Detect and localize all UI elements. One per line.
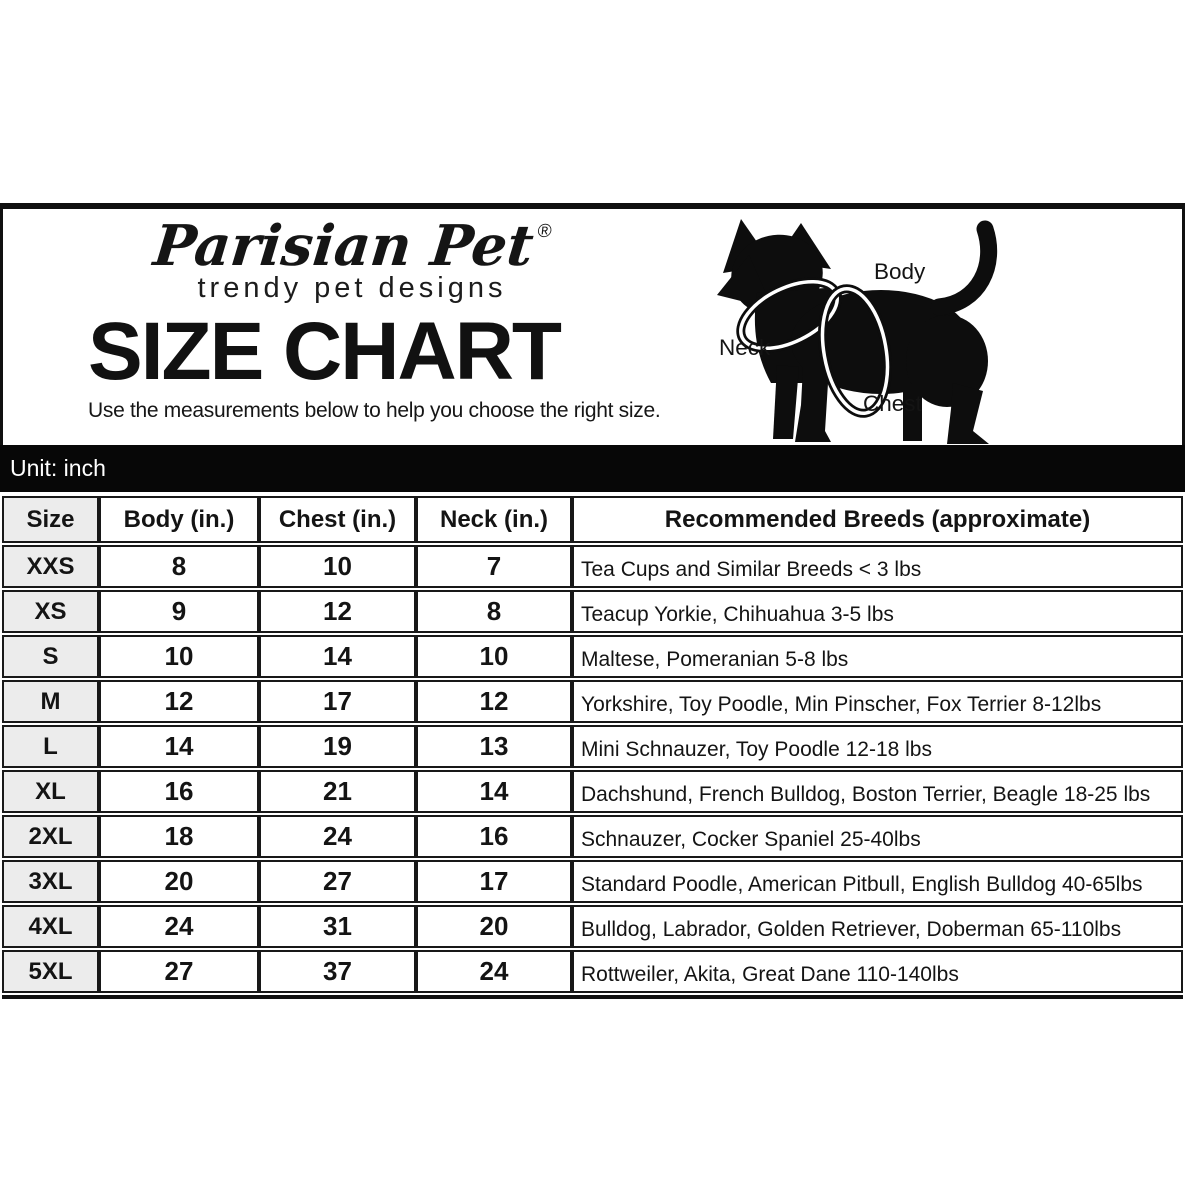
dog-measurement-diagram (691, 215, 1026, 447)
table-row (2, 770, 1183, 813)
breeds-cell: Tea Cups and Similar Breeds < 3 lbs (572, 545, 1183, 588)
diagram-label-body: Body (874, 259, 926, 284)
breeds-cell: Dachshund, French Bulldog, Boston Terrier, Beagle 18-25 lbs (572, 770, 1183, 813)
body-cell: 14 (99, 725, 259, 768)
table-row (2, 860, 1183, 903)
unit-label: Unit: inch (10, 455, 106, 481)
col-header-chest: Chest (in.) (259, 496, 416, 543)
neck-cell: 10 (416, 635, 572, 678)
neck-cell: 14 (416, 770, 572, 813)
chest-cell: 10 (259, 545, 416, 588)
body-cell: 8 (99, 545, 259, 588)
page-subtitle: Use the measurements below to help you choose the right size. (88, 398, 661, 422)
chest-cell: 24 (259, 815, 416, 858)
chest-cell: 14 (259, 635, 416, 678)
brand-tagline: trendy pet designs (197, 271, 507, 304)
breeds-cell: Maltese, Pomeranian 5-8 lbs (572, 635, 1183, 678)
diagram-label-neck: Neck (719, 335, 771, 360)
size-cell: 4XL (2, 905, 99, 948)
neck-cell: 8 (416, 590, 572, 633)
size-table-wrap (2, 492, 1183, 999)
neck-cell: 20 (416, 905, 572, 948)
size-cell: XL (2, 770, 99, 813)
size-cell: 3XL (2, 860, 99, 903)
body-cell: 10 (99, 635, 259, 678)
breeds-cell: Standard Poodle, American Pitbull, English Bulldog 40-65lbs (572, 860, 1183, 903)
table-row (2, 725, 1183, 768)
body-cell: 12 (99, 680, 259, 723)
body-cell: 27 (99, 950, 259, 993)
size-cell: M (2, 680, 99, 723)
breeds-cell: Mini Schnauzer, Toy Poodle 12-18 lbs (572, 725, 1183, 768)
size-cell: L (2, 725, 99, 768)
body-cell: 20 (99, 860, 259, 903)
size-cell: XS (2, 590, 99, 633)
size-cell: XXS (2, 545, 99, 588)
size-cell: 2XL (2, 815, 99, 858)
page-title: SIZE CHART (88, 305, 560, 397)
header-section (0, 203, 1185, 445)
table-row (2, 545, 1183, 588)
breeds-cell: Yorkshire, Toy Poodle, Min Pinscher, Fox Terrier 8-12lbs (572, 680, 1183, 723)
neck-cell: 24 (416, 950, 572, 993)
chest-cell: 37 (259, 950, 416, 993)
brand-block (88, 213, 661, 423)
diagram-label-chest: Chest (863, 391, 922, 416)
table-row (2, 950, 1183, 993)
table-header-row (2, 496, 1183, 543)
dog-silhouette-icon (691, 215, 1026, 447)
table-row (2, 590, 1183, 633)
breeds-cell: Rottweiler, Akita, Great Dane 110-140lbs (572, 950, 1183, 993)
col-header-neck: Neck (in.) (416, 496, 572, 543)
table-row (2, 680, 1183, 723)
chest-cell: 12 (259, 590, 416, 633)
breeds-cell: Teacup Yorkie, Chihuahua 3-5 lbs (572, 590, 1183, 633)
chest-cell: 21 (259, 770, 416, 813)
body-cell: 16 (99, 770, 259, 813)
table-row (2, 635, 1183, 678)
unit-bar (0, 445, 1185, 492)
col-header-size: Size (2, 496, 99, 543)
registered-trademark: ® (536, 221, 553, 242)
brand-logo (85, 213, 619, 279)
chest-cell: 31 (259, 905, 416, 948)
size-cell: 5XL (2, 950, 99, 993)
neck-cell: 13 (416, 725, 572, 768)
neck-cell: 7 (416, 545, 572, 588)
table-row (2, 815, 1183, 858)
brand-logo-text: Parisian Pet (150, 213, 537, 279)
size-table (2, 494, 1183, 995)
chest-cell: 17 (259, 680, 416, 723)
size-cell: S (2, 635, 99, 678)
col-header-body: Body (in.) (99, 496, 259, 543)
body-cell: 24 (99, 905, 259, 948)
chest-cell: 19 (259, 725, 416, 768)
breeds-cell: Schnauzer, Cocker Spaniel 25-40lbs (572, 815, 1183, 858)
neck-cell: 16 (416, 815, 572, 858)
body-cell: 18 (99, 815, 259, 858)
neck-cell: 17 (416, 860, 572, 903)
body-cell: 9 (99, 590, 259, 633)
chest-cell: 27 (259, 860, 416, 903)
col-header-breeds: Recommended Breeds (approximate) (572, 496, 1183, 543)
neck-cell: 12 (416, 680, 572, 723)
table-row (2, 905, 1183, 948)
breeds-cell: Bulldog, Labrador, Golden Retriever, Doberman 65-110lbs (572, 905, 1183, 948)
